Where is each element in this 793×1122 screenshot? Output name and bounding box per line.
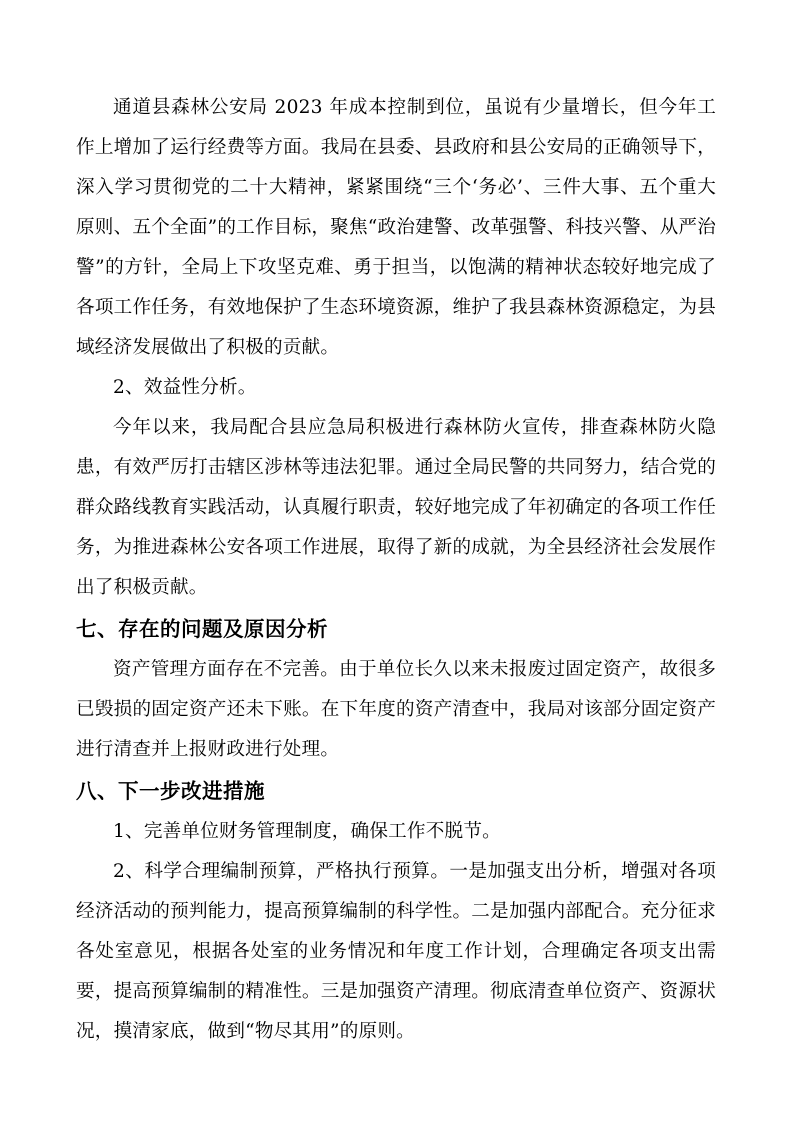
paragraph-benefit-analysis-heading: 2、效益性分析。 — [113, 377, 257, 398]
paragraph-asset-management: 资产管理方面存在不完善。由于单位长久以来未报废过固定资产，故很多已毁损的固定资产还未下账。在下年度的资产清查中，我局对该部分固定资产进行清查并上报财政进行处理。 — [76, 659, 716, 760]
heading-section-seven: 七、存在的问题及原因分析 — [76, 617, 328, 641]
paragraph-measure-two: 2、科学合理编制预算，严格执行预算。一是加强支出分析，增强对各项经济活动的预判能力，提高预算编制的科学性。二是加强内部配合。充分征求各处室意见，根据各处室的业务情况和年度工作计划，合理确定各项支出需要，提高预算编制的精准性。三是加强资产清理。彻底清查单位资产、资源状况，摸清家底，做到“物尽其用”的原则。 — [76, 861, 716, 1042]
document-body — [76, 88, 716, 1052]
paragraph-benefit-analysis-body: 今年以来，我局配合县应急局积极进行森林防火宣传，排查森林防火隐患，有效严厉打击辖区涉林等违法犯罪。通过全局民警的共同努力，结合党的群众路线教育实践活动，认真履行职责，较好地完成了年初确定的各项工作任务，为推进森林公安各项工作进展，取得了新的成就，为全县经济社会发展作出了积极贡献。 — [76, 417, 716, 598]
paragraph-measure-one: 1、完善单位财务管理制度，确保工作不脱节。 — [113, 821, 501, 842]
paragraph-cost-control: 通道县森林公安局 2023 年成本控制到位，虽说有少量增长，但今年工作上增加了运行经费等方面。我局在县委、县政府和县公安局的正确领导下，深入学习贯彻党的二十大精神，紧紧围绕“三个‘务必’、三件大事、五个重大原则、五个全面”的工作目标，聚焦“政治建警、改革强警、科技兴警、从严治警”的方针，全局上下攻坚克难、勇于担当，以饱满的精神状态较好地完成了各项工作任务，有效地保护了生态环境资源，维护了我县森林资源稳定，为县域经济发展做出了积极的贡献。 — [76, 97, 716, 358]
heading-section-eight: 八、下一步改进措施 — [76, 779, 265, 803]
